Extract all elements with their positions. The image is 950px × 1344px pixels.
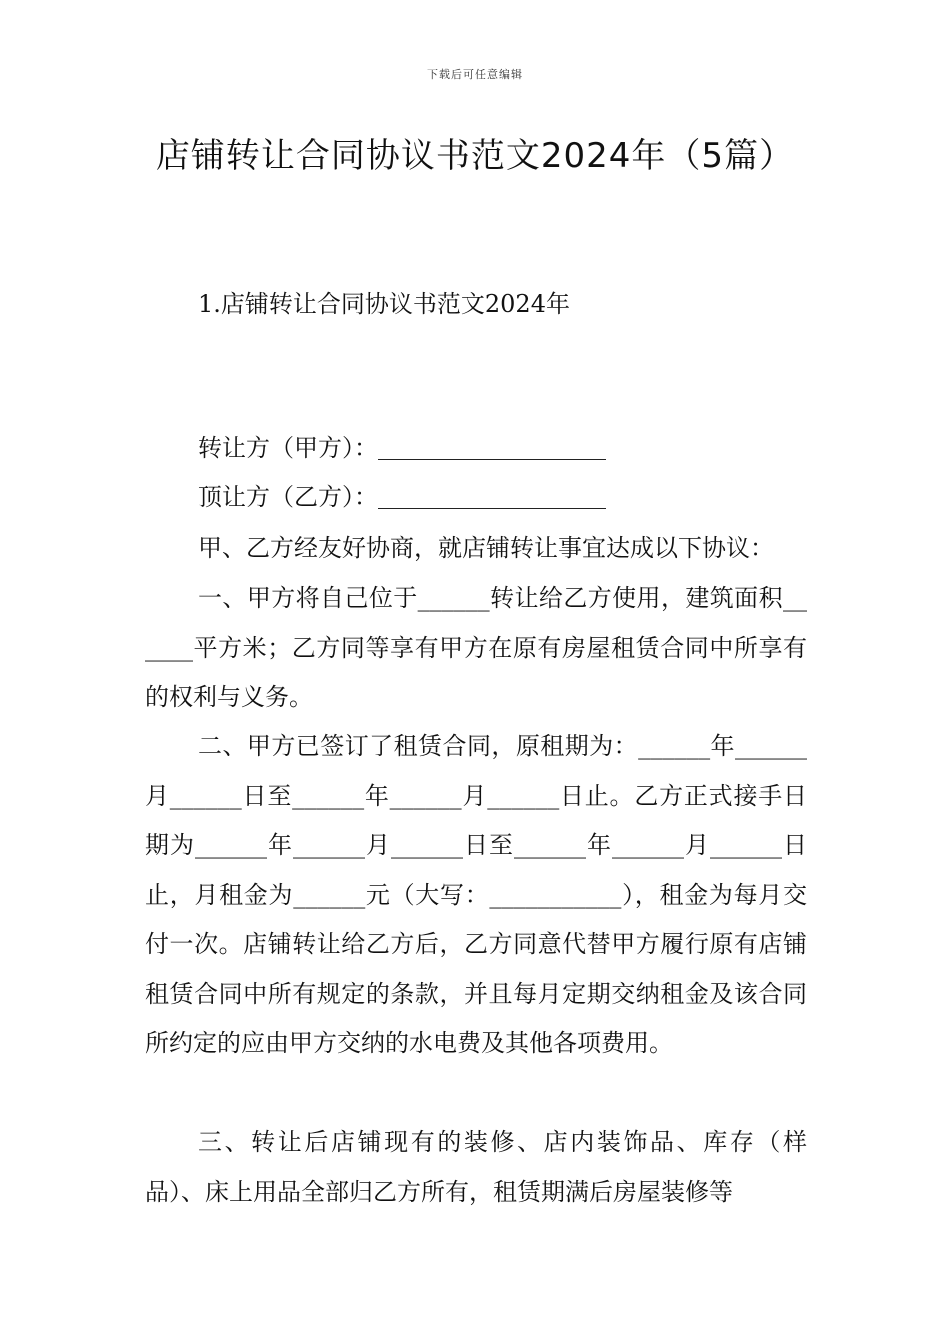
paragraph-clause-2: 二、甲方已签订了租赁合同，原租期为：______年______月______日至______年______月______日止。乙方正式接手日期为______年______月______日至______年______月______日止，月租金为______元（大写：___________），租金为每月交付一次。店铺转让给乙方后，乙方同意代替甲方履行原有店铺租赁合同中所有规定的条款，并且每月定期交纳租金及该合同所约定的应由甲方交纳的水电费及其他各项费用。 bbox=[145, 732, 807, 1057]
paragraph-clause-3: 三、转让后店铺现有的装修、店内装饰品、库存（样品）、床上用品全部归乙方所有，租赁期满后房屋装修等 bbox=[145, 1128, 807, 1206]
transferee-label: 顶让方（乙方）： bbox=[198, 483, 378, 511]
transferor-label: 转让方（甲方）： bbox=[198, 434, 378, 462]
transferor-line bbox=[198, 428, 606, 468]
transferee-blank bbox=[378, 484, 606, 509]
transferor-blank bbox=[378, 435, 606, 460]
section-heading: 1.店铺转让合同协议书范文2024年 bbox=[198, 290, 570, 318]
header-note: 下载后可任意编辑 bbox=[427, 68, 523, 81]
paragraph-agreement-intro: 甲、乙方经友好协商，就店铺转让事宜达成以下协议： bbox=[198, 534, 774, 562]
transferee-line bbox=[198, 477, 606, 517]
document-title: 店铺转让合同协议书范文2024年（5篇） bbox=[155, 136, 795, 176]
paragraph-clause-1: 一、甲方将自己位于______转让给乙方使用，建筑面积______平方米；乙方同等享有甲方在原有房屋租赁合同中所享有的权利与义务。 bbox=[145, 584, 807, 711]
